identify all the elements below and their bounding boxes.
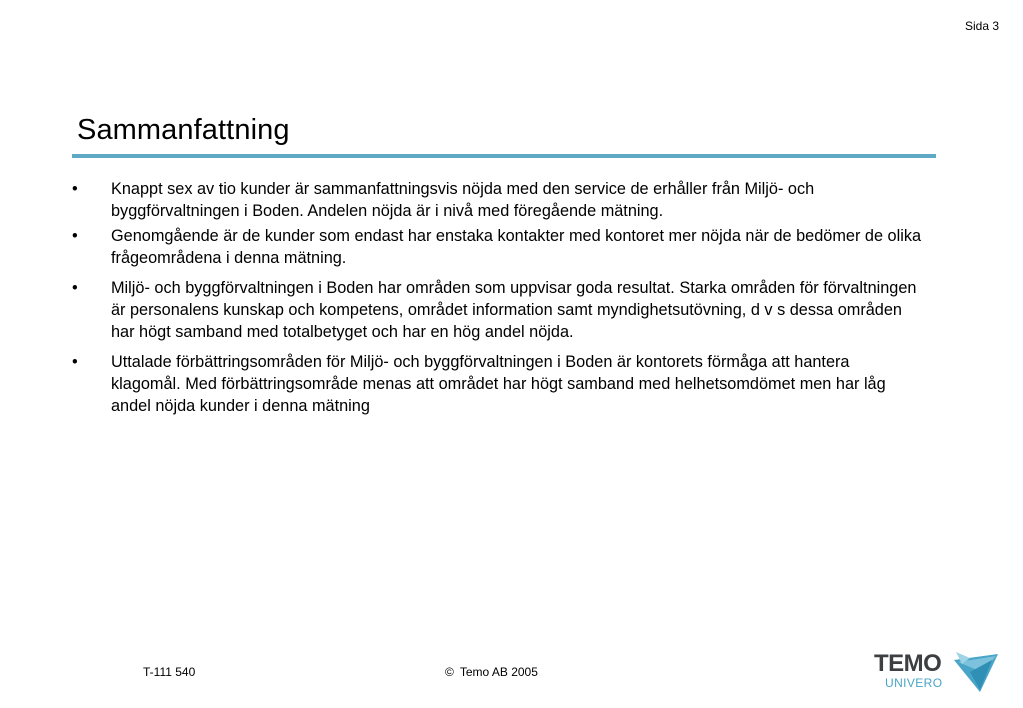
temo-triangle-icon: [952, 650, 1000, 694]
copyright-text: Temo AB 2005: [459, 665, 538, 679]
bullet-item-3: [72, 277, 922, 343]
bullet-marker: •: [72, 353, 78, 371]
footer-document-id: T-111 540: [143, 665, 196, 679]
bullet-text: Knappt sex av tio kunder är sammanfattningsvis nöjda med den service de erhåller från Miljö- och byggförvaltningen i Boden. Andelen nöjda är i nivå med föregående mätning.: [111, 180, 815, 220]
bullet-marker: •: [72, 227, 78, 245]
bullet-list: [72, 178, 922, 417]
bullet-text: Genomgående är de kunder som endast har enstaka kontakter med kontoret mer nöjda när de bedömer de olika frågeområdena i denna mätning.: [111, 227, 922, 267]
logo-subtitle: UNIVERO: [885, 676, 943, 690]
temo-logo: [872, 646, 1004, 696]
footer-copyright: [445, 665, 538, 679]
logo-wordmark: TEMO: [874, 650, 942, 677]
title-underline: [72, 154, 936, 158]
bullet-item-4: [72, 351, 922, 417]
bullet-marker: •: [72, 180, 78, 198]
bullet-item-1: [72, 178, 922, 222]
page-number: Sida 3: [964, 19, 999, 33]
slide-title: Sammanfattning: [77, 114, 290, 146]
bullet-text: Uttalade förbättringsområden för Miljö- och byggförvaltningen i Boden är kontorets förmåga att hantera klagomål. Med förbättringsområde menas att området har högt samband med helhetsomdömet men har låg andel nöjda kunder i denna mätning: [111, 353, 886, 415]
bullet-item-2: [72, 225, 922, 269]
copyright-symbol: ©: [445, 665, 454, 679]
bullet-marker: •: [72, 279, 78, 297]
bullet-text: Miljö- och byggförvaltningen i Boden har områden som uppvisar goda resultat. Starka områden för förvaltningen är personalens kunskap och kompetens, området information samt myndighetsutövning, d v s dessa områden har högt samband med totalbetyget och har en hög andel nöjda.: [111, 279, 917, 341]
